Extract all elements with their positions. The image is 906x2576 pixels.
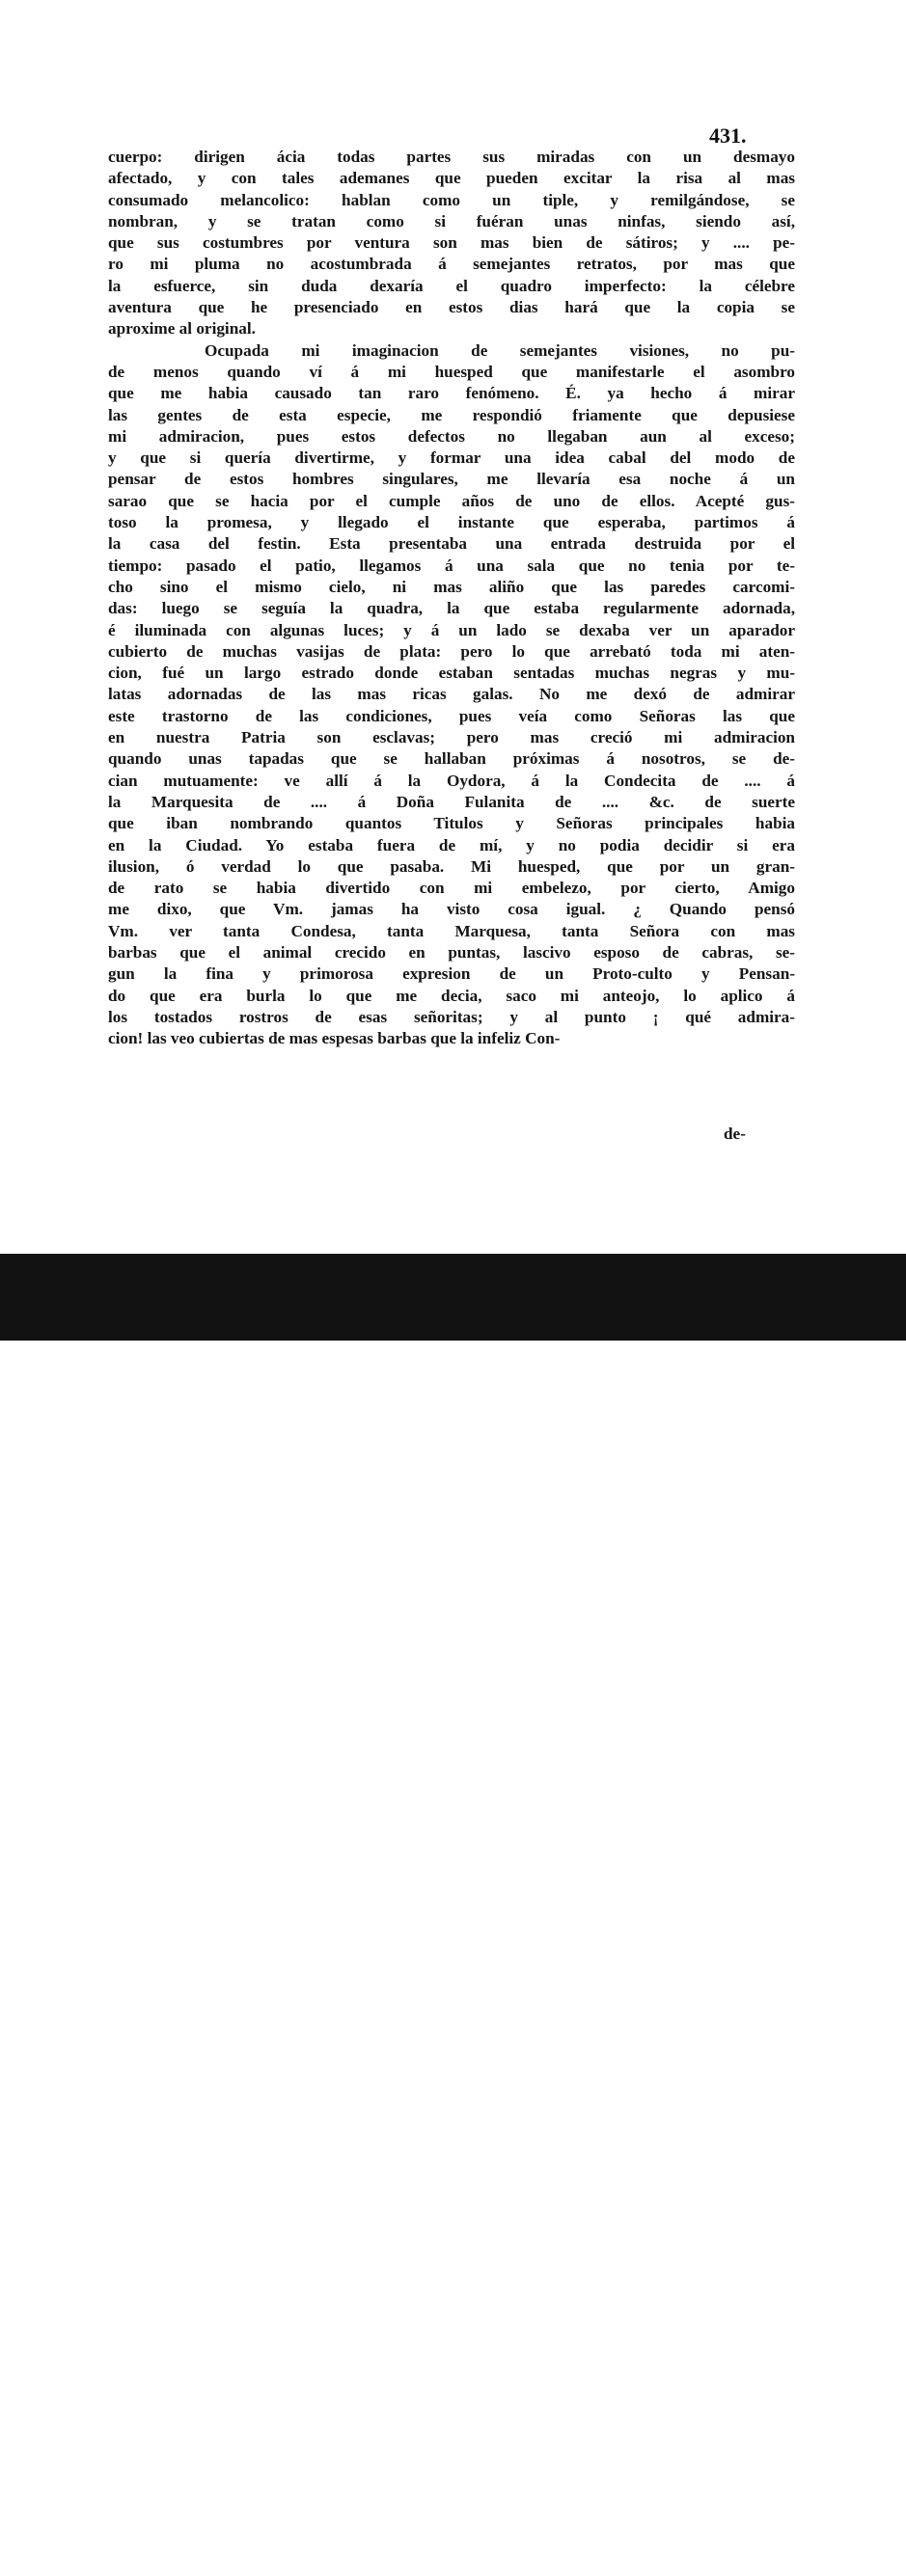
text-line: Vm. ver tanta Condesa, tanta Marquesa, tanta Señora con mas [108,921,795,940]
text-line: ro mi pluma no acostumbrada á semejantes retratos, por mas que [108,255,795,274]
alamy-logo: alamy [33,2521,178,2573]
text-line: que iban nombrando quantos Titulos y Señoras principales habia [108,814,795,833]
text-line: y que si quería divertirme, y formar una idea cabal del modo de [108,448,795,468]
text-line: cubierto de muchas vasijas de plata: pero lo que arrebató toda mi aten- [108,641,795,661]
text-line: de rato se habia divertido con mi embelezo, por cierto, Amigo [108,879,795,898]
text-line: cho sino el mismo cielo, ni mas aliño que las paredes carcomi- [108,577,795,596]
text-line: pensar de estos hombres singulares, me llevaría esa noche á un [108,470,795,489]
text-line: mi admiracion, pues estos defectos no llegaban aun al exceso; [108,426,795,446]
text-line: las gentes de esta especie, me respondió friamente que depusiese [108,405,795,424]
text-line: quando unas tapadas que se hallaban próximas á nosotros, se de- [108,749,795,769]
site-url: www.alamy.com [734,2554,875,2574]
text-line: en nuestra Patria son esclavas; pero mas creció mi admiracion [108,728,795,747]
text-line: los tostados rostros de esas señoritas; y al punto ¡ qué admira- [108,1007,795,1026]
page-number: 431. [709,123,747,148]
text-line: nombran, y se tratan como si fuéran unas ninfas, siendo así, [108,211,795,230]
text-line: este trastorno de las condiciones, pues veía como Señoras las que [108,706,795,725]
text-line: de menos quando ví á mi huesped que manifestarle el asombro [108,362,795,381]
text-line: la casa del festin. Esta presentaba una entrada destruida por el [108,534,795,554]
text-line: cion, fué un largo estrado donde estaban sentadas muchas negras y mu- [108,664,795,683]
text-line: tiempo: pasado el patio, llegamos á una sala que no tenia por te- [108,556,795,575]
text-line: latas adornadas de las mas ricas galas. No me dexó de admirar [108,685,795,704]
text-line: me dixo, que Vm. jamas ha visto cosa igual. ¿ Quando pensó [108,900,795,919]
text-line: la esfuerce, sin duda dexaría el quadro imperfecto: la célebre [108,276,795,295]
text-line: toso la promesa, y llegado el instante que esperaba, partimos á [108,513,795,532]
text-line: cian mutuamente: ve allí á la Oydora, á la Condecita de .... á [108,771,795,790]
text-line: é iluminada con algunas luces; y á un lado se dexaba ver un aparador [108,620,795,639]
text-line: gun la fina y primorosa expresion de un Proto-culto y Pensan- [108,964,795,984]
text-line: das: luego se seguía la quadra, la que estaba regularmente adornada, [108,599,795,618]
text-line: aventura que he presenciado en estos dias hará que la copia se [108,298,795,317]
catchword: de- [724,1125,746,1143]
text-line: do que era burla lo que me decia, saco mi anteojo, lo aplico á [108,986,795,1005]
text-line: consumado melancolico: hablan como un tiple, y remilgándose, se [108,190,795,209]
text-line: cuerpo: dirigen ácia todas partes sus miradas con un desmayo [108,148,795,166]
text-line: en la Ciudad. Yo estaba fuera de mí, y no podia decidir si era [108,835,795,854]
paragraph-2 [108,340,795,1050]
text-line: barbas que el animal crecido en puntas, lascivo esposo de cabras, se- [108,942,795,962]
text-line: sarao que se hacia por el cumple años de uno de ellos. Acepté gus- [108,491,795,510]
text-line: que me habia causado tan raro fenómeno. É. ya hecho á mirar [108,384,795,403]
text-line: la Marquesita de .... á Doña Fulanita de .... &c. de suerte [108,792,795,811]
image-id-label: Image ID: 2YNGBDJ [700,2524,875,2544]
text-line: ilusion, ó verdad lo que pasaba. Mi huesped, que por un gran- [108,856,795,876]
text-line: que sus costumbres por ventura son mas bien de sátiros; y .... pe- [108,233,795,253]
book-page [0,0,906,1254]
text-line: Ocupada mi imaginacion de semejantes visiones, no pu- [205,340,795,360]
body-text [108,147,795,1049]
watermark-banner [0,1254,906,2574]
text-line: aproxime al original. [108,319,256,339]
paragraph-1 [108,147,795,340]
text-line: cion! las veo cubiertas de mas espesas barbas que la infeliz Con- [108,1029,561,1048]
text-line: afectado, y con tales ademanes que pueden excitar la risa al mas [108,169,795,188]
